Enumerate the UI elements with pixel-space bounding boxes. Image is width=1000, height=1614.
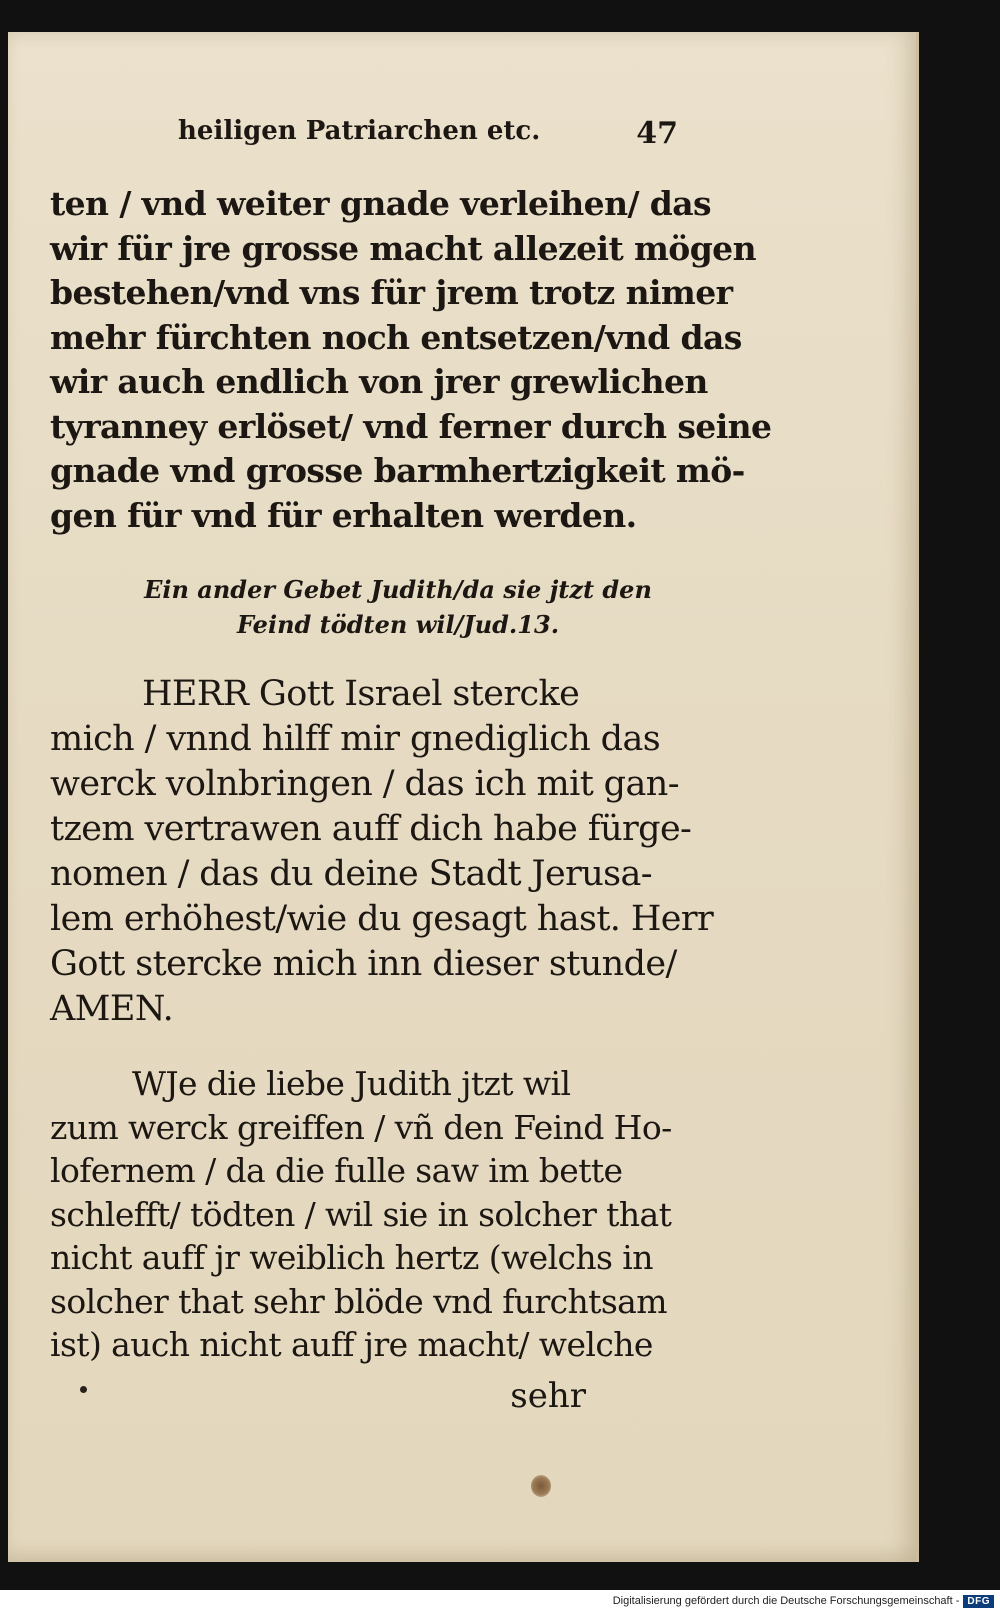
footer-text: Digitalisierung gefördert durch die Deutsche Forschungsgemeinschaft - — [612, 1595, 960, 1607]
paragraph-3 — [50, 1062, 690, 1367]
heading-line: Feind tödten wil/Jud.13. — [236, 610, 560, 639]
paper-stain — [531, 1475, 551, 1497]
heading-line: Ein ander Gebet Judith/da sie jtzt den — [144, 575, 652, 604]
text-line: mich / vnnd hilff mir gnediglich das — [50, 719, 661, 759]
catchword: sehr — [510, 1376, 586, 1416]
text-line: lofernem / da die fulle saw im bette — [50, 1151, 623, 1190]
text-line: nomen / das du deine Stadt Jerusa- — [50, 854, 652, 894]
text-line: werck volnbringen / das ich mit gan- — [50, 764, 679, 804]
text-line: solcher that sehr blöde vnd furchtsam — [50, 1281, 667, 1321]
ink-dot — [80, 1386, 87, 1393]
text-line: gnade vnd grosse barmhertzigkeit mö- — [50, 451, 745, 490]
running-head-title: heiligen Patriarchen etc. — [178, 116, 541, 146]
book-page — [8, 32, 919, 1562]
section-heading — [98, 572, 698, 642]
text-line: AMEN. — [50, 989, 174, 1029]
text-line: Gott stercke mich inn dieser stunde/ — [50, 944, 677, 984]
text-line: wir auch endlich von jrer grewlichen — [50, 362, 708, 401]
text-line: HERR Gott Israel stercke — [142, 674, 580, 714]
text-line: lem erhöhest/wie du gesagt hast. Herr — [50, 899, 714, 939]
text-line: bestehen/vnd vns für jrem trotz nimer — [50, 273, 733, 312]
digitization-footer — [613, 1592, 994, 1610]
text-line: tyranney erlöset/ vnd ferner durch seine — [50, 406, 772, 446]
text-line: zum werck greiffen / vñ den Feind Ho- — [50, 1107, 672, 1147]
text-line: ist) auch nicht auff jre macht/ welche — [50, 1325, 653, 1364]
running-head — [178, 108, 678, 152]
text-line: mehr fürchten noch entsetzen/vnd das — [50, 317, 742, 357]
text-line: tzem vertrawen auff dich habe fürge- — [50, 809, 692, 849]
dfg-logo-icon: DFG — [963, 1595, 994, 1608]
text-line: WJe die liebe Judith jtzt wil — [132, 1064, 571, 1103]
text-line: wir für jre grosse macht allezeit mögen — [50, 228, 756, 268]
text-line: gen für vnd für erhalten werden. — [50, 495, 637, 535]
page-number: 47 — [636, 116, 678, 151]
text-line: ten / vnd weiter gnade verleihen/ das — [50, 184, 712, 223]
prayer-paragraph — [50, 672, 714, 1032]
text-line: schlefft/ tödten / wil sie in solcher that — [50, 1194, 672, 1234]
paragraph-1 — [50, 182, 772, 538]
text-line: nicht auff jr weiblich hertz (welchs in — [50, 1238, 653, 1277]
